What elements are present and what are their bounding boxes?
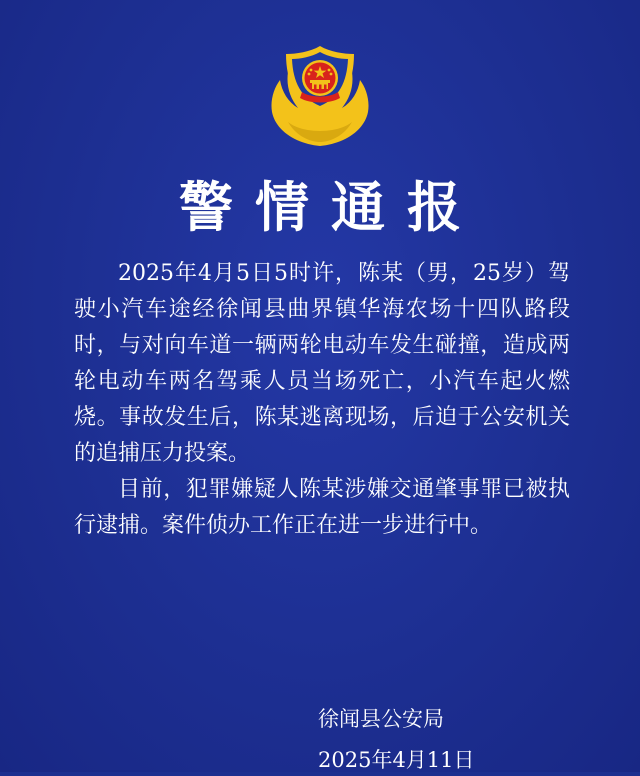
issuer-name: 徐闻县公安局 [318,707,444,731]
notice-paragraph: 目前，犯罪嫌疑人陈某涉嫌交通肇事罪已被执行逮捕。案件侦办工作正在进一步进行中。 [74,477,570,538]
notice-paragraph: 2025年4月5日5时许，陈某（男，25岁）驾驶小汽车途经徐闻县曲界镇华海农场十四队路段时，与对向车道一辆两轮电动车发生碰撞，造成两轮电动车两名驾乘人员当场死亡，小汽车起火燃烧。事故发生后，陈某逃离现场，后迫于公安机关的追捕压力投案。 [74,261,570,466]
notice-signature [318,703,475,776]
notice-title: 警情通报 [179,176,483,239]
issue-date: 2025年4月11日 [318,748,475,772]
police-badge-icon [268,42,372,150]
notice-body [74,256,570,544]
